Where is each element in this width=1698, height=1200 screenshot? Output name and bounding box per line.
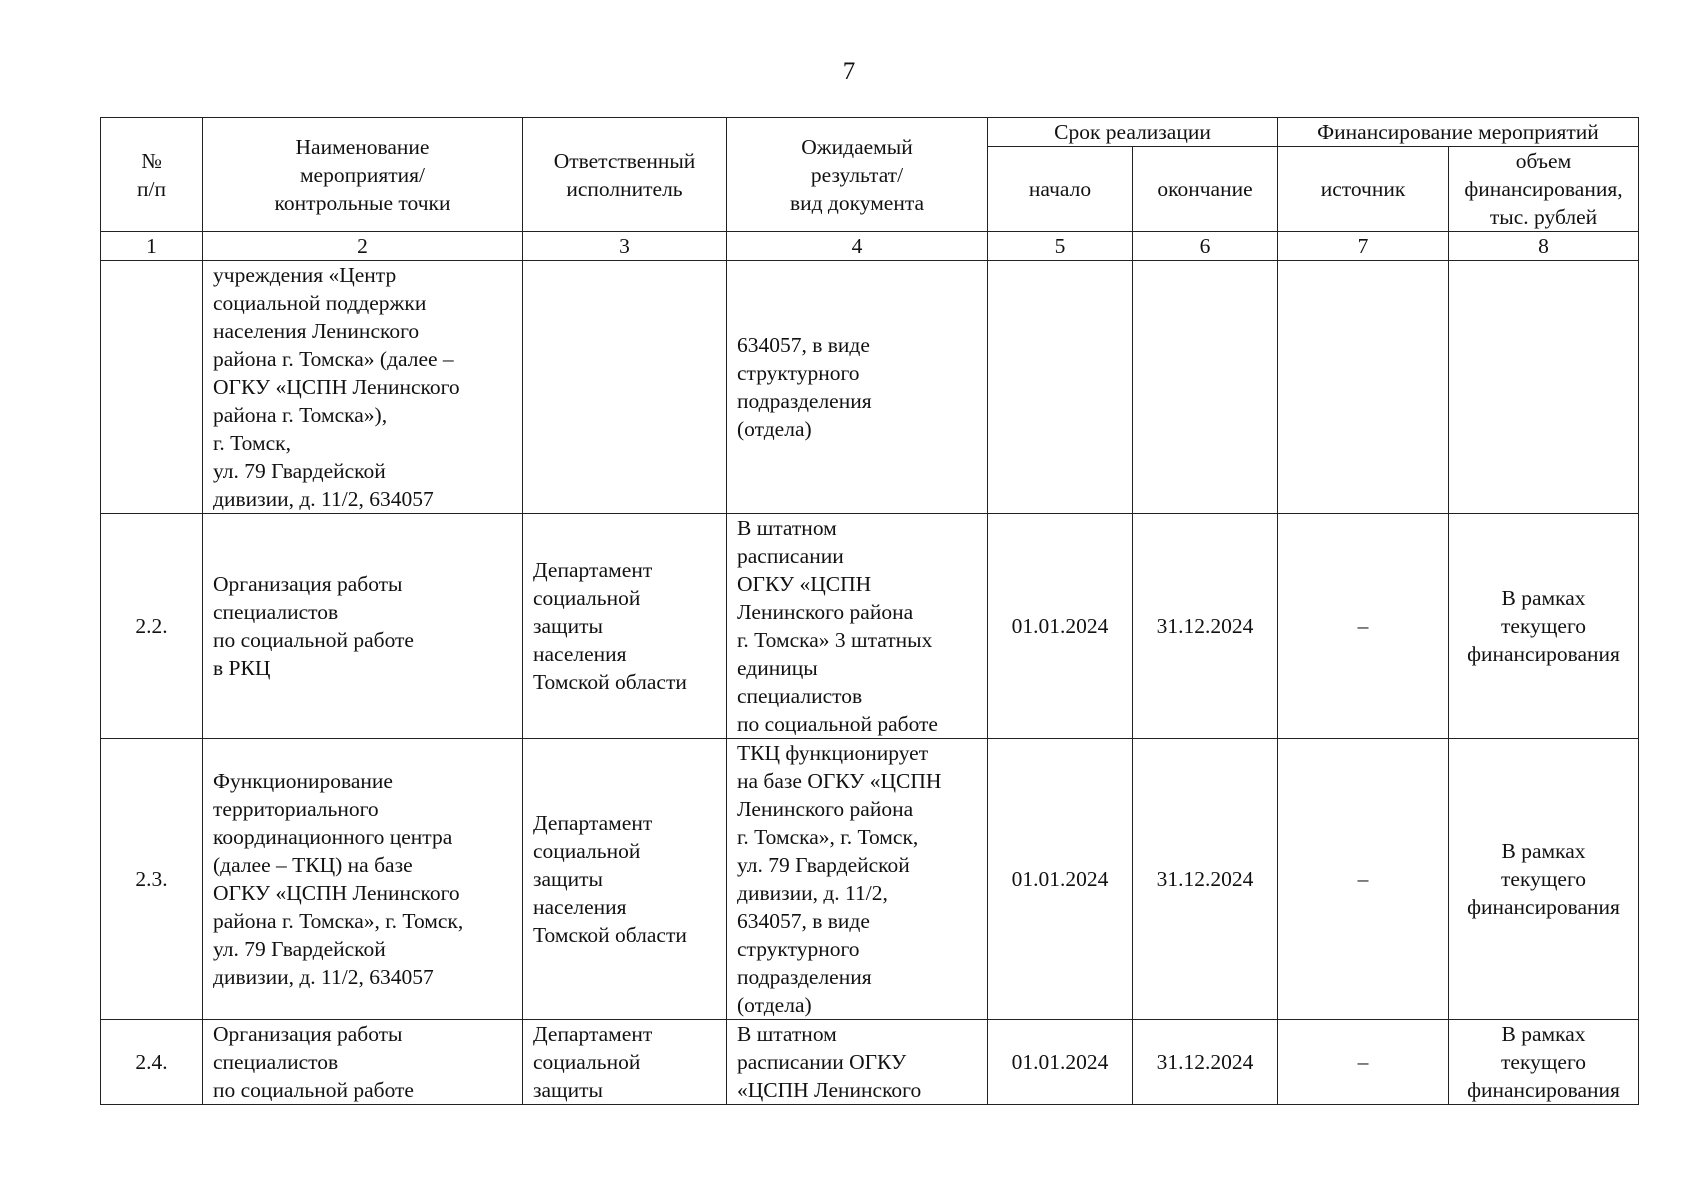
header-responsible: Ответственный исполнитель	[523, 118, 727, 232]
header-volume: объем финансирования, тыс. рублей	[1449, 147, 1639, 232]
row-funding-volume: В рамках текущего финансирования	[1449, 739, 1639, 1020]
column-number: 1	[101, 232, 203, 261]
row-number: 2.4.	[101, 1020, 203, 1105]
row-funding-volume	[1449, 261, 1639, 514]
row-number: 2.3.	[101, 739, 203, 1020]
header-end: окончание	[1133, 147, 1278, 232]
row-responsible: Департамент социальной защиты населения Томской области	[523, 739, 727, 1020]
header-source: источник	[1278, 147, 1449, 232]
row-expected-result: 634057, в виде структурного подразделения (отдела)	[727, 261, 988, 514]
table-row	[101, 514, 1639, 739]
row-responsible	[523, 261, 727, 514]
column-number: 6	[1133, 232, 1278, 261]
row-end-date: 31.12.2024	[1133, 739, 1278, 1020]
row-funding-source: –	[1278, 739, 1449, 1020]
row-number: 2.2.	[101, 514, 203, 739]
row-end-date: 31.12.2024	[1133, 1020, 1278, 1105]
row-responsible: Департамент социальной защиты	[523, 1020, 727, 1105]
header-name: Наименование мероприятия/ контрольные точки	[203, 118, 523, 232]
header-group-finance: Финансирование мероприятий	[1278, 118, 1639, 147]
row-start-date: 01.01.2024	[988, 1020, 1133, 1105]
row-responsible: Департамент социальной защиты населения Томской области	[523, 514, 727, 739]
row-activity-name: учреждения «Центр социальной поддержки населения Ленинского района г. Томска» (далее – ОГКУ «ЦСПН Ленинского района г. Томска»), г. Томск, ул. 79 Гвардейской дивизии, д. 11/2, 634057	[203, 261, 523, 514]
column-number: 3	[523, 232, 727, 261]
row-end-date: 31.12.2024	[1133, 514, 1278, 739]
row-expected-result: ТКЦ функционирует на базе ОГКУ «ЦСПН Ленинского района г. Томска», г. Томск, ул. 79 Гвардейской дивизии, д. 11/2, 634057, в виде структурного подразделения (отдела)	[727, 739, 988, 1020]
column-number: 4	[727, 232, 988, 261]
header-num: № п/п	[101, 118, 203, 232]
column-number: 2	[203, 232, 523, 261]
table-row	[101, 739, 1639, 1020]
row-funding-volume: В рамках текущего финансирования	[1449, 1020, 1639, 1105]
column-number: 7	[1278, 232, 1449, 261]
row-start-date	[988, 261, 1133, 514]
row-funding-source	[1278, 261, 1449, 514]
column-number: 5	[988, 232, 1133, 261]
row-expected-result: В штатном расписании ОГКУ «ЦСПН Ленинского района г. Томска» 3 штатных единицы специалистов по социальной работе	[727, 514, 988, 739]
row-start-date: 01.01.2024	[988, 514, 1133, 739]
row-funding-volume: В рамках текущего финансирования	[1449, 514, 1639, 739]
row-expected-result: В штатном расписании ОГКУ «ЦСПН Ленинского	[727, 1020, 988, 1105]
table-row-continuation	[101, 261, 1639, 514]
header-start: начало	[988, 147, 1133, 232]
column-number: 8	[1449, 232, 1639, 261]
header-row-top	[101, 118, 1639, 147]
row-start-date: 01.01.2024	[988, 739, 1133, 1020]
row-activity-name: Функционирование территориального координационного центра (далее – ТКЦ) на базе ОГКУ «ЦСПН Ленинского района г. Томска», г. Томск, ул. 79 Гвардейской дивизии, д. 11/2, 634057	[203, 739, 523, 1020]
header-group-term: Срок реализации	[988, 118, 1278, 147]
row-end-date	[1133, 261, 1278, 514]
row-number	[101, 261, 203, 514]
page-number: 7	[842, 58, 856, 85]
row-funding-source: –	[1278, 514, 1449, 739]
activities-table	[100, 117, 1639, 1105]
table-row	[101, 1020, 1639, 1105]
header-result: Ожидаемый результат/ вид документа	[727, 118, 988, 232]
row-funding-source: –	[1278, 1020, 1449, 1105]
row-activity-name: Организация работы специалистов по социальной работе	[203, 1020, 523, 1105]
row-activity-name: Организация работы специалистов по социальной работе в РКЦ	[203, 514, 523, 739]
column-numbers-row	[101, 232, 1639, 261]
